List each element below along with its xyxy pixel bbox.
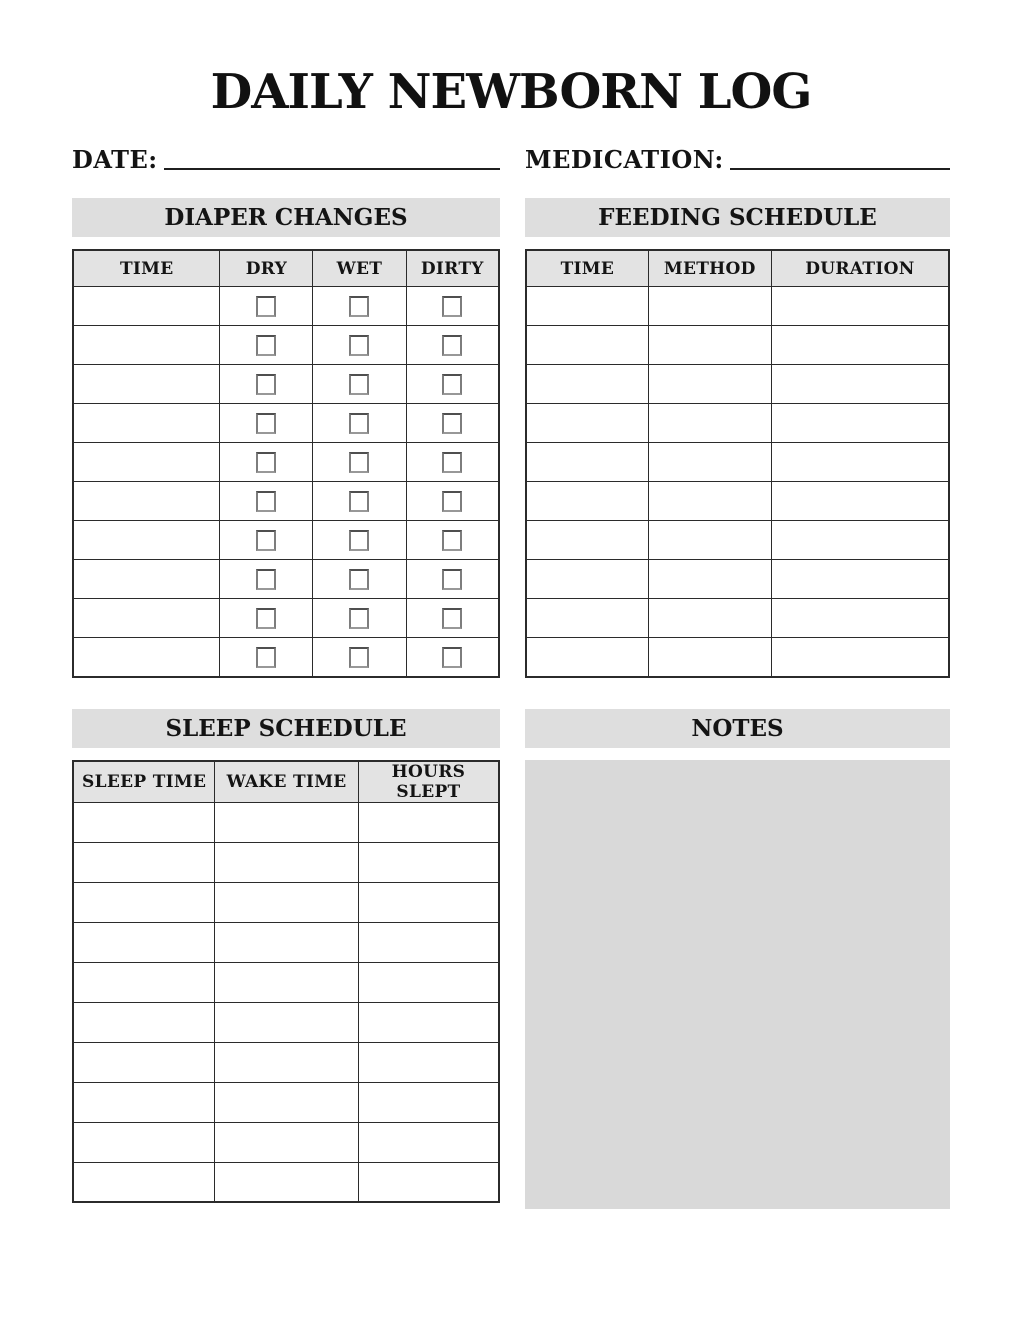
feeding-schedule-title-bar bbox=[525, 198, 950, 237]
feeding-duration-cell[interactable] bbox=[771, 482, 949, 521]
diaper-dry-cell bbox=[220, 365, 313, 404]
feeding-method-cell[interactable] bbox=[648, 521, 771, 560]
diaper-time-cell[interactable] bbox=[73, 365, 220, 404]
diaper-dry-checkbox[interactable] bbox=[256, 374, 276, 395]
feeding-row bbox=[526, 560, 949, 599]
diaper-dirty-cell bbox=[406, 404, 499, 443]
diaper-wet-checkbox[interactable] bbox=[349, 296, 369, 317]
sleep-column-header-sleep-time: SLEEP TIME bbox=[73, 761, 215, 803]
diaper-row bbox=[73, 443, 499, 482]
diaper-changes-section bbox=[72, 198, 500, 678]
sleep-wake-time-cell[interactable] bbox=[215, 1082, 359, 1122]
sleep-column-header-hours-slept: HOURS SLEPT bbox=[358, 761, 499, 803]
diaper-dirty-checkbox[interactable] bbox=[442, 530, 462, 551]
sleep-wake-time-cell[interactable] bbox=[215, 922, 359, 962]
diaper-changes-body bbox=[72, 249, 500, 678]
diaper-dry-cell bbox=[220, 482, 313, 521]
diaper-dry-cell bbox=[220, 443, 313, 482]
feeding-column-header-method: METHOD bbox=[648, 250, 771, 287]
diaper-wet-checkbox[interactable] bbox=[349, 491, 369, 512]
sleep-hours-slept-cell[interactable] bbox=[358, 922, 499, 962]
page-title: DAILY NEWBORN LOG bbox=[210, 64, 812, 120]
sleep-row bbox=[73, 962, 499, 1002]
diaper-header-row bbox=[73, 250, 499, 287]
diaper-changes-table bbox=[72, 249, 500, 678]
diaper-dirty-checkbox[interactable] bbox=[442, 647, 462, 668]
diaper-dry-cell bbox=[220, 560, 313, 599]
diaper-changes-title: DIAPER CHANGES bbox=[164, 203, 408, 231]
sleep-hours-slept-cell[interactable] bbox=[358, 1082, 499, 1122]
diaper-dry-checkbox[interactable] bbox=[256, 530, 276, 551]
feeding-schedule-section bbox=[525, 198, 950, 678]
diaper-dry-checkbox[interactable] bbox=[256, 569, 276, 590]
feeding-duration-cell[interactable] bbox=[771, 638, 949, 677]
feeding-schedule-title: FEEDING SCHEDULE bbox=[598, 203, 877, 231]
diaper-wet-cell bbox=[313, 638, 406, 677]
diaper-dirty-cell bbox=[406, 560, 499, 599]
diaper-row bbox=[73, 326, 499, 365]
feeding-time-cell[interactable] bbox=[526, 404, 648, 443]
diaper-wet-checkbox[interactable] bbox=[349, 608, 369, 629]
diaper-dry-checkbox[interactable] bbox=[256, 647, 276, 668]
diaper-row bbox=[73, 521, 499, 560]
diaper-wet-checkbox[interactable] bbox=[349, 647, 369, 668]
diaper-dirty-cell bbox=[406, 287, 499, 326]
feeding-row bbox=[526, 521, 949, 560]
diaper-dry-cell bbox=[220, 599, 313, 638]
feeding-row bbox=[526, 482, 949, 521]
date-field bbox=[72, 145, 500, 174]
notes-section bbox=[525, 709, 950, 1209]
feeding-time-cell[interactable] bbox=[526, 638, 648, 677]
sleep-row bbox=[73, 1082, 499, 1122]
sleep-sleep-time-cell[interactable] bbox=[73, 922, 215, 962]
feeding-method-cell[interactable] bbox=[648, 365, 771, 404]
diaper-dirty-cell bbox=[406, 365, 499, 404]
feeding-schedule-body bbox=[525, 249, 950, 678]
feeding-schedule-table bbox=[525, 249, 950, 678]
diaper-row bbox=[73, 638, 499, 677]
diaper-dry-checkbox[interactable] bbox=[256, 608, 276, 629]
diaper-dry-cell bbox=[220, 404, 313, 443]
sleep-sleep-time-cell[interactable] bbox=[73, 802, 215, 842]
feeding-method-cell[interactable] bbox=[648, 404, 771, 443]
notes-title: NOTES bbox=[691, 714, 784, 742]
medication-label: MEDICATION: bbox=[525, 144, 724, 174]
diaper-wet-checkbox[interactable] bbox=[349, 374, 369, 395]
diaper-dry-checkbox[interactable] bbox=[256, 413, 276, 434]
diaper-dirty-checkbox[interactable] bbox=[442, 452, 462, 473]
diaper-dry-cell bbox=[220, 326, 313, 365]
diaper-dry-cell bbox=[220, 521, 313, 560]
diaper-dry-checkbox[interactable] bbox=[256, 296, 276, 317]
diaper-wet-cell bbox=[313, 365, 406, 404]
feeding-method-cell[interactable] bbox=[648, 560, 771, 599]
medication-input-line[interactable] bbox=[730, 168, 950, 170]
sleep-wake-time-cell[interactable] bbox=[215, 1002, 359, 1042]
feeding-duration-cell[interactable] bbox=[771, 599, 949, 638]
diaper-time-cell[interactable] bbox=[73, 326, 220, 365]
sleep-row bbox=[73, 1122, 499, 1162]
diaper-dirty-checkbox[interactable] bbox=[442, 608, 462, 629]
feeding-duration-cell[interactable] bbox=[771, 365, 949, 404]
sleep-sleep-time-cell[interactable] bbox=[73, 882, 215, 922]
sleep-row bbox=[73, 1162, 499, 1202]
diaper-row bbox=[73, 365, 499, 404]
sleep-sleep-time-cell[interactable] bbox=[73, 962, 215, 1002]
sleep-wake-time-cell[interactable] bbox=[215, 1042, 359, 1082]
diaper-column-header-wet: WET bbox=[313, 250, 406, 287]
sleep-row bbox=[73, 1042, 499, 1082]
feeding-row bbox=[526, 599, 949, 638]
feeding-row bbox=[526, 443, 949, 482]
feeding-duration-cell[interactable] bbox=[771, 560, 949, 599]
sleep-hours-slept-cell[interactable] bbox=[358, 1042, 499, 1082]
feeding-row bbox=[526, 326, 949, 365]
feeding-row bbox=[526, 638, 949, 677]
sleep-schedule-table bbox=[72, 760, 500, 1204]
diaper-time-cell[interactable] bbox=[73, 638, 220, 677]
sleep-schedule-title-bar bbox=[72, 709, 500, 748]
feeding-time-cell[interactable] bbox=[526, 599, 648, 638]
diaper-wet-cell bbox=[313, 443, 406, 482]
feeding-row bbox=[526, 404, 949, 443]
feeding-time-cell[interactable] bbox=[526, 560, 648, 599]
diaper-dry-cell bbox=[220, 638, 313, 677]
diaper-wet-cell bbox=[313, 287, 406, 326]
diaper-dirty-checkbox[interactable] bbox=[442, 413, 462, 434]
diaper-column-header-time: TIME bbox=[73, 250, 220, 287]
feeding-duration-cell[interactable] bbox=[771, 404, 949, 443]
diaper-time-cell[interactable] bbox=[73, 599, 220, 638]
sleep-wake-time-cell[interactable] bbox=[215, 882, 359, 922]
sleep-hours-slept-cell[interactable] bbox=[358, 882, 499, 922]
diaper-row bbox=[73, 287, 499, 326]
diaper-time-cell[interactable] bbox=[73, 287, 220, 326]
diaper-wet-checkbox[interactable] bbox=[349, 569, 369, 590]
sleep-row bbox=[73, 882, 499, 922]
diaper-dirty-checkbox[interactable] bbox=[442, 569, 462, 590]
feeding-duration-cell[interactable] bbox=[771, 287, 949, 326]
sleep-sleep-time-cell[interactable] bbox=[73, 1002, 215, 1042]
diaper-dirty-checkbox[interactable] bbox=[442, 296, 462, 317]
sleep-sleep-time-cell[interactable] bbox=[73, 1162, 215, 1202]
diaper-column-header-dry: DRY bbox=[220, 250, 313, 287]
diaper-wet-cell bbox=[313, 599, 406, 638]
diaper-wet-cell bbox=[313, 560, 406, 599]
feeding-row bbox=[526, 287, 949, 326]
diaper-wet-checkbox[interactable] bbox=[349, 452, 369, 473]
sleep-row bbox=[73, 1002, 499, 1042]
feeding-method-cell[interactable] bbox=[648, 638, 771, 677]
diaper-dry-checkbox[interactable] bbox=[256, 452, 276, 473]
feeding-header-row bbox=[526, 250, 949, 287]
feeding-duration-cell[interactable] bbox=[771, 443, 949, 482]
sleep-schedule-section bbox=[72, 709, 500, 1209]
diaper-row bbox=[73, 599, 499, 638]
diaper-dirty-checkbox[interactable] bbox=[442, 491, 462, 512]
date-label: DATE: bbox=[72, 144, 158, 174]
sleep-wake-time-cell[interactable] bbox=[215, 962, 359, 1002]
sleep-wake-time-cell[interactable] bbox=[215, 842, 359, 882]
feeding-method-cell[interactable] bbox=[648, 599, 771, 638]
diaper-wet-cell bbox=[313, 326, 406, 365]
diaper-dirty-cell bbox=[406, 482, 499, 521]
sleep-column-header-wake-time: WAKE TIME bbox=[215, 761, 359, 803]
diaper-wet-checkbox[interactable] bbox=[349, 335, 369, 356]
feeding-row bbox=[526, 365, 949, 404]
diaper-time-cell[interactable] bbox=[73, 404, 220, 443]
sleep-sleep-time-cell[interactable] bbox=[73, 1042, 215, 1082]
diaper-time-cell[interactable] bbox=[73, 521, 220, 560]
diaper-wet-cell bbox=[313, 404, 406, 443]
feeding-time-cell[interactable] bbox=[526, 521, 648, 560]
diaper-time-cell[interactable] bbox=[73, 482, 220, 521]
feeding-method-cell[interactable] bbox=[648, 287, 771, 326]
feeding-method-cell[interactable] bbox=[648, 482, 771, 521]
sleep-schedule-body bbox=[72, 760, 500, 1204]
diaper-dirty-checkbox[interactable] bbox=[442, 335, 462, 356]
sleep-row bbox=[73, 922, 499, 962]
feeding-time-cell[interactable] bbox=[526, 482, 648, 521]
notes-body bbox=[525, 760, 950, 1209]
sleep-sleep-time-cell[interactable] bbox=[73, 1082, 215, 1122]
header-fields-row bbox=[72, 145, 950, 174]
feeding-duration-cell[interactable] bbox=[771, 521, 949, 560]
diaper-changes-title-bar bbox=[72, 198, 500, 237]
feeding-method-cell[interactable] bbox=[648, 326, 771, 365]
feeding-duration-cell[interactable] bbox=[771, 326, 949, 365]
notes-title-bar bbox=[525, 709, 950, 748]
diaper-time-cell[interactable] bbox=[73, 443, 220, 482]
diaper-dry-checkbox[interactable] bbox=[256, 335, 276, 356]
diaper-dirty-checkbox[interactable] bbox=[442, 374, 462, 395]
sections-grid bbox=[72, 198, 950, 1209]
notes-writing-area[interactable] bbox=[525, 760, 950, 1209]
diaper-wet-checkbox[interactable] bbox=[349, 530, 369, 551]
diaper-dirty-cell bbox=[406, 599, 499, 638]
diaper-wet-cell bbox=[313, 521, 406, 560]
diaper-dry-checkbox[interactable] bbox=[256, 491, 276, 512]
date-input-line[interactable] bbox=[164, 168, 500, 170]
sleep-wake-time-cell[interactable] bbox=[215, 802, 359, 842]
sleep-hours-slept-cell[interactable] bbox=[358, 1162, 499, 1202]
feeding-method-cell[interactable] bbox=[648, 443, 771, 482]
diaper-dirty-cell bbox=[406, 326, 499, 365]
diaper-dirty-cell bbox=[406, 521, 499, 560]
sleep-sleep-time-cell[interactable] bbox=[73, 842, 215, 882]
sleep-hours-slept-cell[interactable] bbox=[358, 802, 499, 842]
diaper-column-header-dirty: DIRTY bbox=[406, 250, 499, 287]
sleep-wake-time-cell[interactable] bbox=[215, 1162, 359, 1202]
sleep-sleep-time-cell[interactable] bbox=[73, 1122, 215, 1162]
diaper-row bbox=[73, 482, 499, 521]
diaper-wet-checkbox[interactable] bbox=[349, 413, 369, 434]
sleep-row bbox=[73, 802, 499, 842]
feeding-time-cell[interactable] bbox=[526, 365, 648, 404]
sleep-schedule-title: SLEEP SCHEDULE bbox=[165, 714, 407, 742]
sleep-row bbox=[73, 842, 499, 882]
medication-field bbox=[525, 145, 950, 174]
diaper-dirty-cell bbox=[406, 638, 499, 677]
sleep-hours-slept-cell[interactable] bbox=[358, 962, 499, 1002]
feeding-time-cell[interactable] bbox=[526, 287, 648, 326]
diaper-row bbox=[73, 404, 499, 443]
sleep-hours-slept-cell[interactable] bbox=[358, 842, 499, 882]
feeding-column-header-duration: DURATION bbox=[771, 250, 949, 287]
diaper-dry-cell bbox=[220, 287, 313, 326]
sleep-header-row bbox=[73, 761, 499, 803]
diaper-dirty-cell bbox=[406, 443, 499, 482]
feeding-time-cell[interactable] bbox=[526, 443, 648, 482]
sleep-hours-slept-cell[interactable] bbox=[358, 1002, 499, 1042]
feeding-column-header-time: TIME bbox=[526, 250, 648, 287]
sleep-hours-slept-cell[interactable] bbox=[358, 1122, 499, 1162]
sleep-wake-time-cell[interactable] bbox=[215, 1122, 359, 1162]
diaper-time-cell[interactable] bbox=[73, 560, 220, 599]
diaper-wet-cell bbox=[313, 482, 406, 521]
diaper-row bbox=[73, 560, 499, 599]
feeding-time-cell[interactable] bbox=[526, 326, 648, 365]
